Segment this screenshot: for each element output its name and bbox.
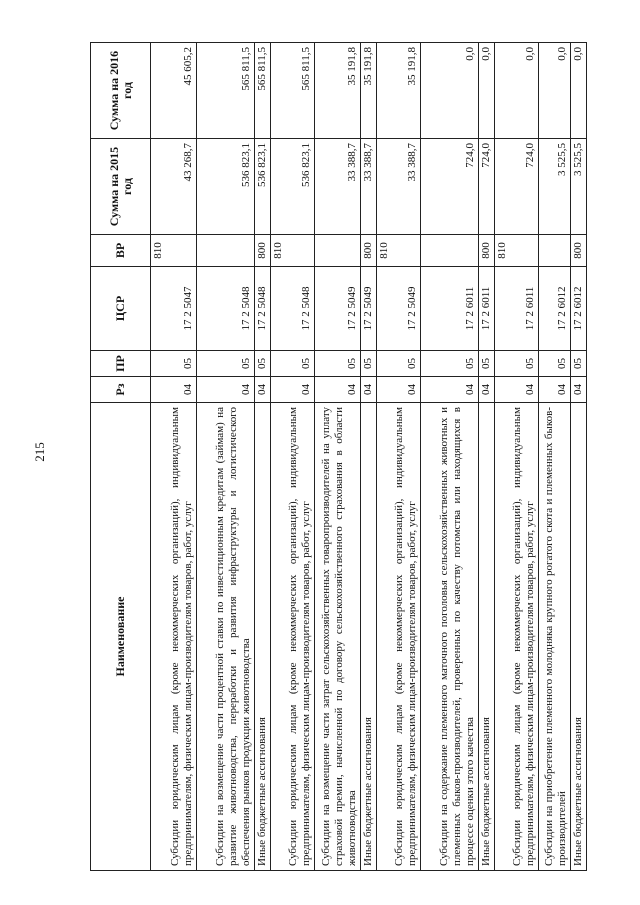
row-csr: 17 2 5048 <box>271 267 315 351</box>
table-header-row <box>91 43 151 871</box>
page-number: 215 <box>32 442 47 462</box>
row-pr: 05 <box>271 351 315 377</box>
row-rz: 04 <box>361 377 377 403</box>
row-csr: 17 2 5048 <box>255 267 271 351</box>
row-vr <box>539 235 571 267</box>
row-sum-2016: 35 191,8 <box>361 43 377 139</box>
row-name: Субсидии на возмещение части процентной ставки по инвестиционным кредитам (займам) на развитие животноводства, переработки и развития инфраструктуры и логистического обеспечения рынков продукции животноводства <box>197 403 255 871</box>
row-name: Субсидии на приобретение племенного молодняка крупного рогатого скота и племенных быков-производителей <box>539 403 571 871</box>
row-rz: 04 <box>495 377 539 403</box>
table-row <box>151 43 197 871</box>
row-rz: 04 <box>571 377 587 403</box>
row-name: Иные бюджетные ассигнования <box>571 403 587 871</box>
table-row <box>315 43 361 871</box>
row-sum-2015: 536 823,1 <box>271 139 315 235</box>
row-pr: 05 <box>479 351 495 377</box>
row-csr: 17 2 6012 <box>539 267 571 351</box>
header-sum-2015: Сумма на 2015 год <box>91 139 151 235</box>
row-sum-2016: 565 811,5 <box>255 43 271 139</box>
row-sum-2015: 3 525,5 <box>539 139 571 235</box>
row-sum-2016: 45 605,2 <box>151 43 197 139</box>
row-pr: 05 <box>255 351 271 377</box>
row-rz: 04 <box>271 377 315 403</box>
row-vr: 810 <box>495 235 539 267</box>
row-name: Субсидии юридическим лицам (кроме некоммерческих организаций), индивидуальным предпринимателям, физическим лицам-производителям товаров, работ, услуг <box>377 403 421 871</box>
row-pr: 05 <box>421 351 479 377</box>
row-rz: 04 <box>197 377 255 403</box>
row-name: Субсидии юридическим лицам (кроме некоммерческих организаций), индивидуальным предпринимателям, физическим лицам-производителям товаров, работ, услуг <box>495 403 539 871</box>
row-rz: 04 <box>255 377 271 403</box>
row-sum-2015: 724,0 <box>479 139 495 235</box>
row-vr <box>197 235 255 267</box>
row-csr: 17 2 6012 <box>571 267 587 351</box>
row-sum-2016: 565 811,5 <box>271 43 315 139</box>
table-row <box>571 43 587 871</box>
row-vr: 810 <box>271 235 315 267</box>
row-pr: 05 <box>377 351 421 377</box>
row-sum-2016: 565 811,5 <box>197 43 255 139</box>
row-name: Субсидии юридическим лицам (кроме некоммерческих организаций), индивидуальным предпринимателям, физическим лицам-производителям товаров, работ, услуг <box>151 403 197 871</box>
header-name: Наименование <box>91 403 151 871</box>
row-sum-2015: 536 823,1 <box>255 139 271 235</box>
table-row <box>539 43 571 871</box>
row-vr: 800 <box>255 235 271 267</box>
row-sum-2016: 0,0 <box>479 43 495 139</box>
row-csr: 17 2 5049 <box>315 267 361 351</box>
row-pr: 05 <box>539 351 571 377</box>
header-csr: ЦСР <box>91 267 151 351</box>
row-pr: 05 <box>361 351 377 377</box>
row-vr <box>421 235 479 267</box>
row-rz: 04 <box>539 377 571 403</box>
row-sum-2016: 0,0 <box>571 43 587 139</box>
row-name: Иные бюджетные ассигнования <box>361 403 377 871</box>
row-vr: 810 <box>151 235 197 267</box>
row-rz: 04 <box>377 377 421 403</box>
header-rz: Рз <box>91 377 151 403</box>
row-csr: 17 2 6011 <box>479 267 495 351</box>
row-sum-2015: 43 268,7 <box>151 139 197 235</box>
row-sum-2015: 33 388,7 <box>361 139 377 235</box>
row-csr: 17 2 5049 <box>377 267 421 351</box>
table-row <box>271 43 315 871</box>
table-row <box>495 43 539 871</box>
header-pr: ПР <box>91 351 151 377</box>
row-csr: 17 2 5047 <box>151 267 197 351</box>
row-csr: 17 2 6011 <box>421 267 479 351</box>
row-sum-2015: 724,0 <box>495 139 539 235</box>
row-name: Субсидии на содержание племенного маточного поголовья сельскохозяйственных животных и племенных быков-производителей, проверенных по качеству потомства или находящихся в процессе оценки этого качества <box>421 403 479 871</box>
row-sum-2016: 0,0 <box>539 43 571 139</box>
row-pr: 05 <box>495 351 539 377</box>
table-row <box>479 43 495 871</box>
row-csr: 17 2 5049 <box>361 267 377 351</box>
table-row <box>255 43 271 871</box>
row-pr: 05 <box>151 351 197 377</box>
row-name: Субсидии юридическим лицам (кроме некоммерческих организаций), индивидуальным предпринимателям, физическим лицам-производителям товаров, работ, услуг <box>271 403 315 871</box>
row-pr: 05 <box>571 351 587 377</box>
row-name: Иные бюджетные ассигнования <box>479 403 495 871</box>
row-sum-2015: 724,0 <box>421 139 479 235</box>
row-name: Иные бюджетные ассигнования <box>255 403 271 871</box>
row-vr: 800 <box>479 235 495 267</box>
row-vr: 800 <box>571 235 587 267</box>
row-csr: 17 2 6011 <box>495 267 539 351</box>
row-pr: 05 <box>197 351 255 377</box>
row-sum-2016: 0,0 <box>421 43 479 139</box>
row-sum-2016: 0,0 <box>495 43 539 139</box>
row-sum-2016: 35 191,8 <box>315 43 361 139</box>
header-sum-2016: Сумма на 2016 год <box>91 43 151 139</box>
row-name: Субсидии на возмещение части затрат сельскохозяйственных товаропроизводителей на уплату страховой премии, начисленной по договору сельскохозяйственного страхования в области животноводства <box>315 403 361 871</box>
header-vr: ВР <box>91 235 151 267</box>
table-row <box>197 43 255 871</box>
row-vr <box>315 235 361 267</box>
row-sum-2015: 33 388,7 <box>377 139 421 235</box>
row-sum-2015: 536 823,1 <box>197 139 255 235</box>
row-rz: 04 <box>151 377 197 403</box>
table-row <box>377 43 421 871</box>
row-sum-2015: 33 388,7 <box>315 139 361 235</box>
row-sum-2015: 3 525,5 <box>571 139 587 235</box>
row-rz: 04 <box>315 377 361 403</box>
row-pr: 05 <box>315 351 361 377</box>
row-rz: 04 <box>421 377 479 403</box>
row-csr: 17 2 5048 <box>197 267 255 351</box>
budget-table <box>90 42 587 871</box>
row-rz: 04 <box>479 377 495 403</box>
row-vr: 800 <box>361 235 377 267</box>
row-vr: 810 <box>377 235 421 267</box>
rotated-page-content <box>90 43 584 871</box>
table-row <box>361 43 377 871</box>
table-row <box>421 43 479 871</box>
row-sum-2016: 35 191,8 <box>377 43 421 139</box>
